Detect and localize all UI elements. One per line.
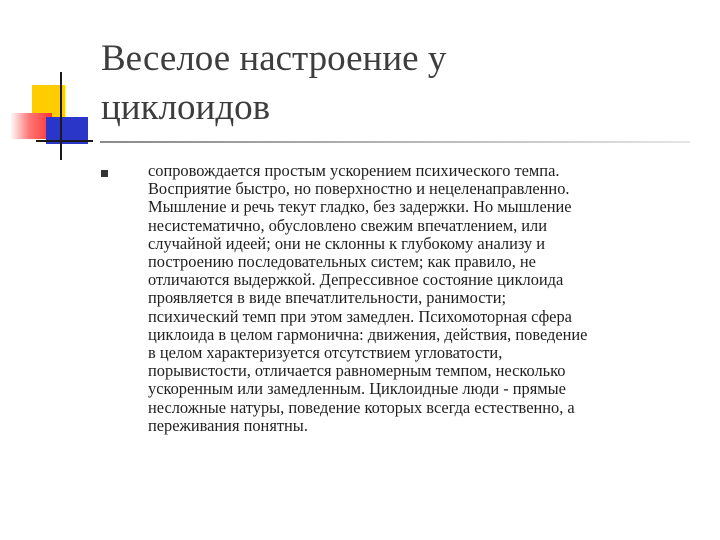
decorative-vertical-line — [60, 72, 62, 160]
title-underline-rule — [100, 141, 690, 143]
slide-title: Веселое настроение у циклоидов — [101, 38, 447, 128]
bullet-square-icon — [101, 170, 108, 177]
decorative-horizontal-line — [36, 140, 93, 142]
body-paragraph: сопровождается простым ускорением психического темпа. Восприятие быстро, но поверхностно и нецеленаправленно. Мышление и речь текут гладко, без задержки. Но мышление несистематично, обусловлено свежим впечатлением, или случайной идеей; они не склонны к глубокому анализу и построению последовательных систем; как правило, не отличаются выдержкой. Депрессивное состояние циклоида проявляется в виде впечатлительности, ранимости; психический темп при этом замедлен. Психомоторная сфера циклоида в целом гармонична: движения, действия, поведение в целом характеризуется отсутствием угловатости, порывистости, отличается равномерным темпом, несколько ускоренным или замедленным. Циклоидные люди - прямые несложные натуры, поведение которых всегда естественно, а переживания понятны. — [148, 161, 588, 435]
